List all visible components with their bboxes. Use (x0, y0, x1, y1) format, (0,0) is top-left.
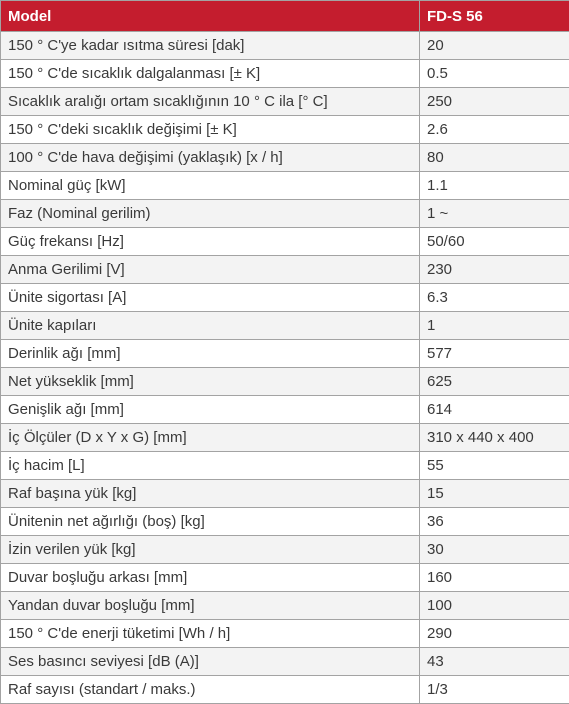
table-row (1, 396, 569, 424)
spec-label: İzin verilen yük [kg] (1, 536, 420, 564)
table-row (1, 676, 569, 704)
spec-value: 43 (420, 648, 569, 676)
spec-value: 6.3 (420, 284, 569, 312)
spec-value: 614 (420, 396, 569, 424)
spec-value: 15 (420, 480, 569, 508)
spec-label: Ünite sigortası [A] (1, 284, 420, 312)
spec-value: 1 (420, 312, 569, 340)
spec-value: 230 (420, 256, 569, 284)
table-row (1, 60, 569, 88)
spec-label: Anma Gerilimi [V] (1, 256, 420, 284)
table-row (1, 116, 569, 144)
table-row (1, 564, 569, 592)
spec-label: Ses basıncı seviyesi [dB (A)] (1, 648, 420, 676)
spec-value: 577 (420, 340, 569, 368)
spec-label: Net yükseklik [mm] (1, 368, 420, 396)
table-row (1, 256, 569, 284)
table-row (1, 368, 569, 396)
spec-label: Ünitenin net ağırlığı (boş) [kg] (1, 508, 420, 536)
spec-value: 100 (420, 592, 569, 620)
table-row (1, 340, 569, 368)
table-row (1, 648, 569, 676)
table-row (1, 452, 569, 480)
spec-label: Derinlik ağı [mm] (1, 340, 420, 368)
table-row (1, 592, 569, 620)
spec-value: 36 (420, 508, 569, 536)
spec-label: Ünite kapıları (1, 312, 420, 340)
spec-label: İç hacim [L] (1, 452, 420, 480)
spec-value: 30 (420, 536, 569, 564)
spec-value: 55 (420, 452, 569, 480)
spec-label: 100 ° C'de hava değişimi (yaklaşık) [x / h] (1, 144, 420, 172)
spec-label: 150 ° C'deki sıcaklık değişimi [± K] (1, 116, 420, 144)
spec-label: Nominal güç [kW] (1, 172, 420, 200)
table-row (1, 88, 569, 116)
spec-label: Raf başına yük [kg] (1, 480, 420, 508)
spec-value: 50/60 (420, 228, 569, 256)
spec-value: 250 (420, 88, 569, 116)
table-row (1, 200, 569, 228)
spec-value: 20 (420, 32, 569, 60)
header-label: Model (1, 1, 420, 32)
spec-value: 2.6 (420, 116, 569, 144)
spec-value: 290 (420, 620, 569, 648)
table-row (1, 620, 569, 648)
spec-label: 150 ° C'de sıcaklık dalgalanması [± K] (1, 60, 420, 88)
spec-label: Güç frekansı [Hz] (1, 228, 420, 256)
spec-label: Yandan duvar boşluğu [mm] (1, 592, 420, 620)
spec-label: Raf sayısı (standart / maks.) (1, 676, 420, 704)
table-row (1, 536, 569, 564)
table-header-row (1, 1, 569, 32)
table-row (1, 32, 569, 60)
table-row (1, 284, 569, 312)
spec-value: 1.1 (420, 172, 569, 200)
spec-value: 0.5 (420, 60, 569, 88)
table-row (1, 508, 569, 536)
table-row (1, 480, 569, 508)
table-row (1, 172, 569, 200)
spec-label: 150 ° C'de enerji tüketimi [Wh / h] (1, 620, 420, 648)
spec-label: Sıcaklık aralığı ortam sıcaklığının 10 ° C ila [° C] (1, 88, 420, 116)
table-row (1, 424, 569, 452)
table-row (1, 144, 569, 172)
spec-label: İç Ölçüler (D x Y x G) [mm] (1, 424, 420, 452)
spec-value: 80 (420, 144, 569, 172)
spec-label: Genişlik ağı [mm] (1, 396, 420, 424)
spec-table-body (1, 32, 569, 704)
spec-value: 1/3 (420, 676, 569, 704)
spec-value: 625 (420, 368, 569, 396)
spec-label: Duvar boşluğu arkası [mm] (1, 564, 420, 592)
table-row (1, 228, 569, 256)
header-model-name: FD-S 56 (420, 1, 569, 32)
spec-value: 310 x 440 x 400 (420, 424, 569, 452)
spec-value: 1 ~ (420, 200, 569, 228)
spec-value: 160 (420, 564, 569, 592)
table-row (1, 312, 569, 340)
spec-label: 150 ° C'ye kadar ısıtma süresi [dak] (1, 32, 420, 60)
spec-label: Faz (Nominal gerilim) (1, 200, 420, 228)
